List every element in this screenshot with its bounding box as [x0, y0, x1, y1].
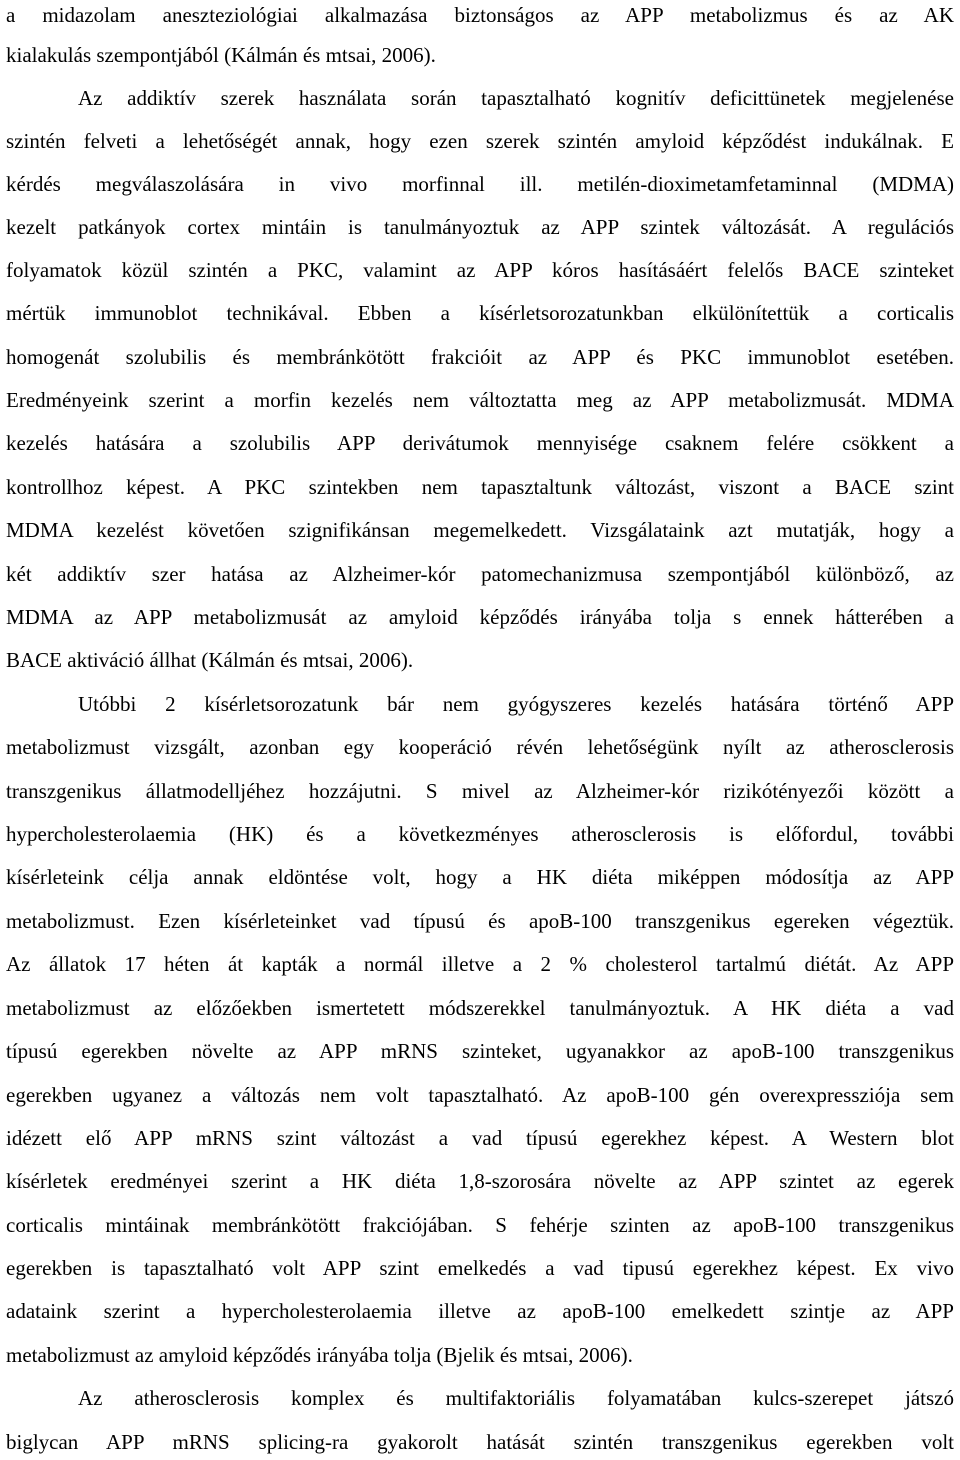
- text-line: kontrollhoz képest. A PKC szintekben nem tapasztaltunk változást, viszont a BACE szint: [6, 475, 954, 499]
- text-line: egerekben ugyanez a változás nem volt tapasztalható. Az apoB-100 gén overexpressziója sem: [6, 1083, 954, 1107]
- text-line: biglycan APP mRNS splicing-ra gyakorolt hatását szintén transzgenikus egerekben volt: [6, 1430, 954, 1454]
- text-line: folyamatok közül szintén a PKC, valamint az APP kóros hasításáért felelős BACE szinteket: [6, 258, 954, 282]
- text-line: Az állatok 17 héten át kapták a normál illetve a 2 % cholesterol tartalmú diétát. Az APP: [6, 952, 954, 976]
- text-line: BACE aktiváció állhat (Kálmán és mtsai, 2006).: [6, 648, 414, 672]
- text-line: két addiktív szer hatása az Alzheimer-kór patomechanizmusa szempontjából különböző, az: [6, 562, 954, 586]
- text-line: Utóbbi 2 kísérletsorozatunk bár nem gyógyszeres kezelés hatására történő APP: [78, 692, 954, 716]
- text-line: mértük immunoblot technikával. Ebben a kísérletsorozatunkban elkülönítettük a corticalis: [6, 301, 954, 325]
- text-line: metabolizmust vizsgált, azonban egy kooperáció révén lehetőségünk nyílt az atherosclerosis: [6, 735, 954, 759]
- text-line: a midazolam aneszteziológiai alkalmazása biztonságos az APP metabolizmus és az AK: [6, 3, 954, 27]
- text-line: kísérleteink célja annak eldöntése volt, hogy a HK diéta miképpen módosítja az APP: [6, 865, 954, 889]
- text-line: kísérletek eredményei szerint a HK diéta 1,8-szorosára növelte az APP szintet az egerek: [6, 1169, 954, 1193]
- text-line: transzgenikus állatmodelljéhez hozzájutni. S mivel az Alzheimer-kór rizikótényezői között a: [6, 779, 954, 803]
- text-line: corticalis mintáinak membránkötött frakciójában. S fehérje szinten az apoB-100 transzgenikus: [6, 1213, 954, 1237]
- text-line: típusú egerekben növelte az APP mRNS szinteket, ugyanakkor az apoB-100 transzgenikus: [6, 1039, 954, 1063]
- text-line: adataink szerint a hypercholesterolaemia illetve az apoB-100 emelkedett szintje az APP: [6, 1299, 954, 1323]
- text-line: Az atherosclerosis komplex és multifaktoriális folyamatában kulcs-szerepet játszó: [78, 1386, 954, 1410]
- text-line: metabolizmust az amyloid képződés irányába tolja (Bjelik és mtsai, 2006).: [6, 1343, 633, 1367]
- text-line: kezelt patkányok cortex mintáin is tanulmányoztuk az APP szintek változását. A regulációs: [6, 215, 954, 239]
- text-line: kialakulás szempontjából (Kálmán és mtsai, 2006).: [6, 43, 436, 67]
- text-line: szintén felveti a lehetőségét annak, hogy ezen szerek szintén amyloid képződést indukálnak. E: [6, 129, 954, 153]
- text-line: hypercholesterolaemia (HK) és a következményes atherosclerosis is előfordul, további: [6, 822, 954, 846]
- text-line: kérdés megválaszolására in vivo morfinnal ill. metilén-dioximetamfetaminnal (MDMA): [6, 172, 954, 196]
- text-line: Az addiktív szerek használata során tapasztalható kognitív deficittünetek megjelenése: [78, 86, 954, 110]
- text-line: idézett elő APP mRNS szint változást a vad típusú egerekhez képest. A Western blot: [6, 1126, 954, 1150]
- text-line: egerekben is tapasztalható volt APP szint emelkedés a vad tipusú egerekhez képest. Ex vivo: [6, 1256, 954, 1280]
- text-line: Eredményeink szerint a morfin kezelés nem változtatta meg az APP metabolizmusát. MDMA: [6, 388, 954, 412]
- text-line: MDMA kezelést követően szignifikánsan megemelkedett. Vizsgálataink azt mutatják, hogy a: [6, 518, 954, 542]
- text-line: metabolizmust. Ezen kísérleteinket vad típusú és apoB-100 transzgenikus egereken végeztük.: [6, 909, 954, 933]
- text-line: homogenát szolubilis és membránkötött frakcióit az APP és PKC immunoblot esetében.: [6, 345, 954, 369]
- text-line: metabolizmust az előzőekben ismertetett módszerekkel tanulmányoztuk. A HK diéta a vad: [6, 996, 954, 1020]
- text-line: MDMA az APP metabolizmusát az amyloid képződés irányába tolja s ennek hátterében a: [6, 605, 954, 629]
- document-page: [6, 0, 954, 1460]
- text-line: kezelés hatására a szolubilis APP derivátumok mennyisége csaknem felére csökkent a: [6, 431, 954, 455]
